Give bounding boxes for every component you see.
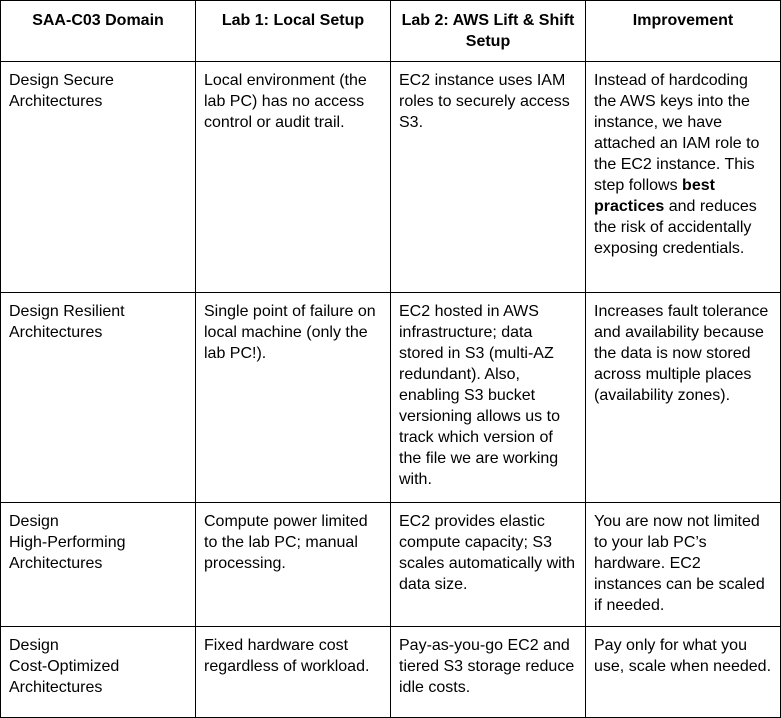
table-row	[1, 503, 781, 627]
lab1-cell: Fixed hardware cost regardless of workload.	[196, 627, 391, 718]
lab2-cell: EC2 instance uses IAM roles to securely access S3.	[391, 62, 586, 293]
domain-cell: Design Resilient Architectures	[1, 293, 196, 503]
table-row	[1, 62, 781, 293]
improvement-text: and reduces the risk of accidentally exposing credentials.	[594, 198, 757, 257]
lab1-cell: Local environment (the lab PC) has no access control or audit trail.	[196, 62, 391, 293]
improvement-text: Instead of hardcoding the AWS keys into the instance, we have attached an IAM role to the EC2 instance. This step follows	[594, 72, 760, 194]
domain-line: Cost-Optimized	[9, 658, 120, 675]
header-lab2: Lab 2: AWS Lift & Shift Setup	[391, 1, 586, 62]
table-row	[1, 293, 781, 503]
header-domain: SAA-C03 Domain	[1, 1, 196, 62]
header-improvement: Improvement	[586, 1, 781, 62]
improvement-cell	[586, 62, 781, 293]
table-row	[1, 627, 781, 718]
improvement-cell: Pay only for what you use, scale when needed.	[586, 627, 781, 718]
domain-cell	[1, 503, 196, 627]
domain-cell: Design Secure Architectures	[1, 62, 196, 293]
lab1-cell: Single point of failure on local machine (only the lab PC!).	[196, 293, 391, 503]
best-practices-emphasis: best practices	[594, 177, 715, 215]
improvement-cell: You are now not limited to your lab PC’s hardware. EC2 instances can be scaled if needed.	[586, 503, 781, 627]
domain-line: Architectures	[9, 679, 103, 696]
domain-line: Design	[9, 637, 59, 654]
domain-line: Design	[9, 513, 59, 530]
lab2-cell: Pay-as-you-go EC2 and tiered S3 storage reduce idle costs.	[391, 627, 586, 718]
header-lab1: Lab 1: Local Setup	[196, 1, 391, 62]
domain-line: High-Performing	[9, 534, 126, 551]
table-header-row	[1, 1, 781, 62]
improvement-cell: Increases fault tolerance and availability because the data is now stored across multiple places (availability zones).	[586, 293, 781, 503]
lab1-cell: Compute power limited to the lab PC; manual processing.	[196, 503, 391, 627]
lab2-cell: EC2 hosted in AWS infrastructure; data stored in S3 (multi-AZ redundant). Also, enabling S3 bucket versioning allows us to track which version of the file we are working with.	[391, 293, 586, 503]
domain-cell	[1, 627, 196, 718]
domain-line: Architectures	[9, 555, 103, 572]
lab2-cell: EC2 provides elastic compute capacity; S3 scales automatically with data size.	[391, 503, 586, 627]
